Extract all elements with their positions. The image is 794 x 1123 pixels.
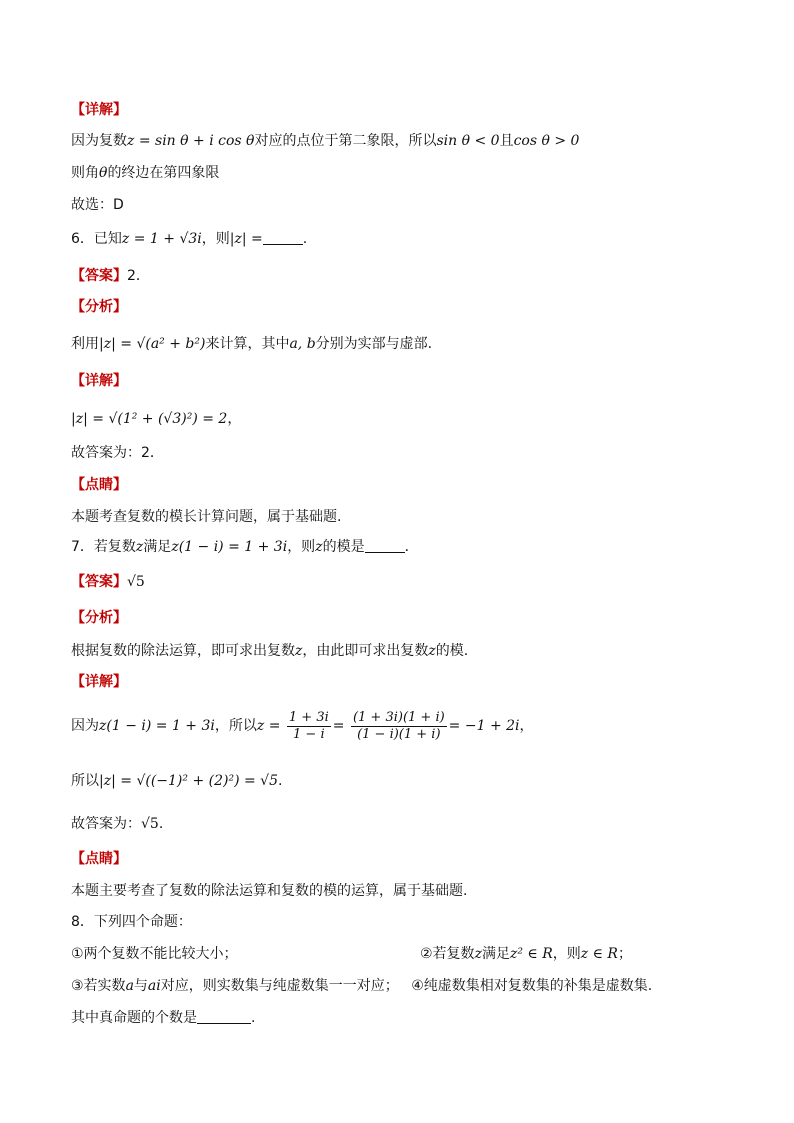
final-answer: 故答案为：√5. (71, 816, 164, 832)
fraction: $\frac{1 + 3i}{1 - i}$ (288, 709, 329, 742)
math-expression: |z| = √(a² + b²) (99, 336, 206, 352)
propositions-row-1 (71, 944, 751, 964)
analysis-text: 利用|z| = √(a² + b²)来计算，其中a, b分别为实部与虚部. (71, 336, 433, 352)
math-expression: z = 1 + √3i (121, 231, 202, 247)
comment-heading: 【点睛】 (71, 477, 127, 493)
detail-line-1: 因为复数z = sin θ + i cos θ对应的点位于第二象限，所以sin θ < 0且cos θ > 0 (71, 133, 580, 149)
detail-heading: 【详解】 (71, 674, 127, 690)
question-8-stem: 8．下列四个命题： (71, 914, 192, 930)
comment-text: 本题主要考查了复数的除法运算和复数的模的运算，属于基础题. (71, 883, 468, 899)
answer-line: 【答案】2． (71, 268, 150, 284)
math-expression: sin θ < 0 (436, 133, 500, 149)
answer-blank (197, 1009, 251, 1024)
answer-blank (365, 538, 405, 553)
answer-blank (263, 230, 303, 245)
proposition-1: ①两个复数不能比较大小； (71, 946, 238, 962)
detail-conclusion: 故选：D (71, 197, 124, 213)
detail-equation: |z| = √(1² + (√3)²) = 2， (71, 411, 242, 427)
analysis-text: 根据复数的除法运算，即可求出复数z，由此即可求出复数z的模. (71, 643, 469, 659)
math-expression: cos θ > 0 (513, 133, 580, 149)
math-expression: z ∈ R (580, 946, 618, 962)
answer-tag: 【答案】 (71, 574, 127, 590)
detail-equation: 因为z(1 − i) = 1 + 3i，所以z = $\frac{1 + 3i}{1 - i}$ = $\frac{(1 + 3i)(1 + i)}{(1 - i)(1 + i)}$ = −1 + 2i， (71, 709, 534, 742)
answer-tag: 【答案】 (71, 268, 127, 284)
detail-modulus: 所以|z| = √((−1)² + (2)²) = √5. (71, 773, 283, 789)
question-6-stem: 6．已知z = 1 + √3i，则|z| = . (71, 231, 308, 247)
proposition-2: ②若复数z满足z² ∈ R，则z ∈ R； (420, 946, 632, 962)
answer-line: 【答案】√5 (71, 574, 145, 590)
math-expression: |z| = √(1² + (√3)²) = 2 (71, 411, 228, 427)
math-expression: z(1 − i) = 1 + 3i (171, 539, 288, 555)
detail-heading: 【详解】 (71, 102, 127, 118)
detail-line-2: 则角θ的终边在第四象限 (71, 165, 220, 181)
analysis-heading: 【分析】 (71, 299, 127, 315)
question-8-ask: 其中真命题的个数是 . (71, 1010, 256, 1026)
comment-heading: 【点睛】 (71, 851, 127, 867)
proposition-3: ③若实数a与ai对应，则实数集与纯虚数集一一对应； (71, 978, 399, 994)
proposition-4: ④纯虚数集相对复数集的补集是虚数集. (411, 978, 653, 994)
propositions-row-2 (71, 976, 652, 996)
analysis-heading: 【分析】 (71, 610, 127, 626)
question-7-stem: 7．若复数z满足z(1 − i) = 1 + 3i，则z的模是 ． (71, 539, 419, 555)
final-answer: 故答案为：2． (71, 445, 164, 461)
math-expression: z = sin θ + i cos θ (127, 133, 255, 149)
detail-heading: 【详解】 (71, 373, 127, 389)
comment-text: 本题考查复数的模长计算问题，属于基础题. (71, 509, 342, 525)
math-expression: z² ∈ R (509, 946, 553, 962)
fraction: $\frac{(1 + 3i)(1 + i)}{(1 - i)(1 + i)}$ (352, 709, 445, 742)
math-expression: |z| = √((−1)² + (2)²) = √5 (99, 773, 278, 789)
math-expression: |z| = (229, 231, 263, 247)
math-expression: z(1 − i) = 1 + 3i (99, 718, 215, 734)
